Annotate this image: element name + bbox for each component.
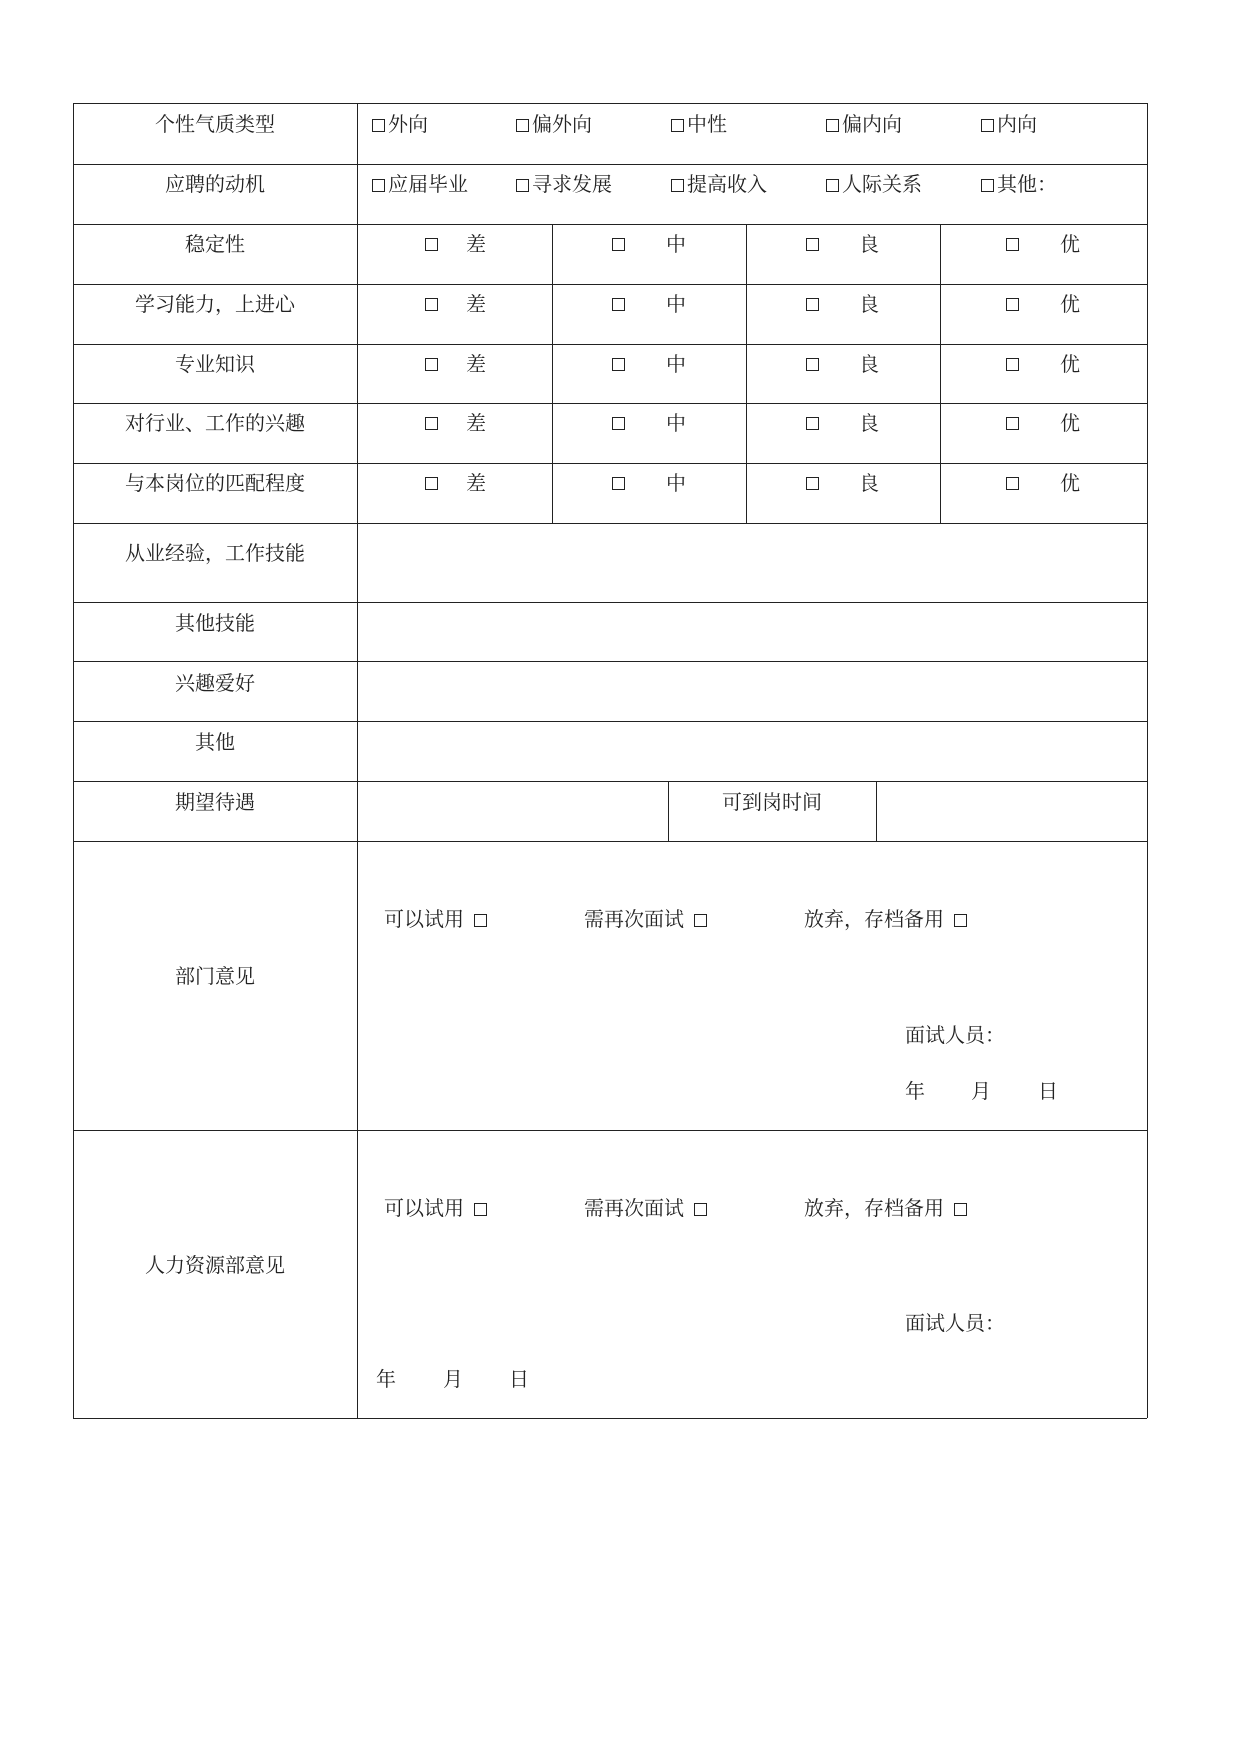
rating-checkbox-icon[interactable] <box>612 417 625 430</box>
row-divider <box>73 403 1147 404</box>
motivation-label: 应聘的动机 <box>165 172 265 196</box>
motivation-option[interactable]: 人际关系 <box>826 172 922 196</box>
checkbox-icon[interactable] <box>671 119 684 132</box>
border-top <box>73 103 1147 104</box>
hr-choice-trial[interactable]: 可以试用 <box>384 1196 487 1220</box>
arrival-time-field[interactable] <box>879 784 1145 838</box>
rating-checkbox-icon[interactable] <box>425 238 438 251</box>
label-column-divider <box>357 103 358 1418</box>
hobbies-field[interactable] <box>360 664 1146 718</box>
rating-level-label: 差 <box>466 352 486 376</box>
temperament-option[interactable]: 外向 <box>372 112 428 136</box>
hr-opinion-label: 人力资源部意见 <box>145 1253 285 1277</box>
experience-label: 从业经验，工作技能 <box>125 541 305 565</box>
checkbox-icon[interactable] <box>826 119 839 132</box>
rating-level-label: 差 <box>466 471 486 495</box>
temperament-option[interactable]: 中性 <box>671 112 727 136</box>
rating-checkbox-icon[interactable] <box>612 477 625 490</box>
rating-checkbox-icon[interactable] <box>612 298 625 311</box>
row-divider <box>73 841 1147 842</box>
row-divider <box>73 1130 1147 1131</box>
hr-choice-archive[interactable]: 放弃，存档备用 <box>804 1196 967 1220</box>
date-day: 日 <box>1038 1079 1058 1103</box>
dept-choice-archive[interactable]: 放弃，存档备用 <box>804 907 967 931</box>
rating-checkbox-icon[interactable] <box>1006 238 1019 251</box>
salary-field[interactable] <box>360 784 665 838</box>
dept-choice-reinterview[interactable]: 需再次面试 <box>584 907 707 931</box>
date-day: 日 <box>509 1367 529 1391</box>
experience-field[interactable] <box>360 526 1146 600</box>
checkbox-icon[interactable] <box>826 179 839 192</box>
checkbox-icon[interactable] <box>372 119 385 132</box>
row-divider <box>73 224 1147 225</box>
hr-choice-reinterview[interactable]: 需再次面试 <box>584 1196 707 1220</box>
temperament-label: 个性气质类型 <box>155 112 275 136</box>
motivation-option[interactable]: 寻求发展 <box>516 172 612 196</box>
row-divider <box>73 721 1147 722</box>
rating-row-label: 学习能力，上进心 <box>135 292 295 316</box>
motivation-option[interactable]: 提高收入 <box>671 172 767 196</box>
rating-checkbox-icon[interactable] <box>806 477 819 490</box>
rating-checkbox-icon[interactable] <box>1006 477 1019 490</box>
rating-level-label: 优 <box>1060 471 1080 495</box>
border-bottom <box>73 1418 1147 1419</box>
hr-interviewer-label: 面试人员： <box>905 1311 1005 1335</box>
checkbox-icon[interactable] <box>981 119 994 132</box>
rating-column-divider <box>552 224 553 523</box>
rating-level-label: 差 <box>466 292 486 316</box>
rating-level-label: 中 <box>666 411 686 435</box>
checkbox-icon[interactable] <box>516 179 529 192</box>
date-month: 月 <box>971 1079 991 1103</box>
rating-level-label: 良 <box>859 471 879 495</box>
row-divider <box>73 284 1147 285</box>
salary-column-divider <box>876 781 877 841</box>
row-divider <box>73 523 1147 524</box>
checkbox-icon[interactable] <box>372 179 385 192</box>
hobbies-label: 兴趣爱好 <box>175 671 255 695</box>
motivation-option[interactable]: 应届毕业 <box>372 172 468 196</box>
rating-level-label: 良 <box>859 292 879 316</box>
checkbox-icon[interactable] <box>981 179 994 192</box>
rating-checkbox-icon[interactable] <box>806 238 819 251</box>
checkbox-icon[interactable] <box>516 119 529 132</box>
checkbox-icon[interactable] <box>671 179 684 192</box>
other-skills-label: 其他技能 <box>175 611 255 635</box>
rating-row-label: 稳定性 <box>185 232 245 256</box>
rating-level-label: 优 <box>1060 292 1080 316</box>
rating-level-label: 优 <box>1060 352 1080 376</box>
checkbox-icon[interactable] <box>694 1203 707 1216</box>
rating-level-label: 优 <box>1060 232 1080 256</box>
rating-checkbox-icon[interactable] <box>1006 298 1019 311</box>
rating-level-label: 差 <box>466 232 486 256</box>
row-divider <box>73 602 1147 603</box>
checkbox-icon[interactable] <box>474 914 487 927</box>
row-divider <box>73 344 1147 345</box>
rating-level-label: 差 <box>466 411 486 435</box>
checkbox-icon[interactable] <box>954 914 967 927</box>
rating-level-label: 中 <box>666 232 686 256</box>
date-month: 月 <box>443 1367 463 1391</box>
checkbox-icon[interactable] <box>474 1203 487 1216</box>
row-divider <box>73 463 1147 464</box>
checkbox-icon[interactable] <box>954 1203 967 1216</box>
rating-level-label: 中 <box>666 292 686 316</box>
row-divider <box>73 164 1147 165</box>
rating-column-divider <box>940 224 941 523</box>
rating-checkbox-icon[interactable] <box>806 298 819 311</box>
motivation-option[interactable]: 其他： <box>981 172 1057 196</box>
rating-row-label: 与本岗位的匹配程度 <box>125 471 305 495</box>
dept-opinion-label: 部门意见 <box>175 964 255 988</box>
rating-level-label: 中 <box>666 352 686 376</box>
rating-checkbox-icon[interactable] <box>425 298 438 311</box>
rating-checkbox-icon[interactable] <box>1006 417 1019 430</box>
rating-level-label: 良 <box>859 232 879 256</box>
other-field[interactable] <box>360 724 1146 778</box>
temperament-option[interactable]: 内向 <box>981 112 1037 136</box>
rating-checkbox-icon[interactable] <box>806 417 819 430</box>
rating-level-label: 优 <box>1060 411 1080 435</box>
border-right <box>1147 103 1148 1418</box>
dept-choice-trial[interactable]: 可以试用 <box>384 907 487 931</box>
date-year: 年 <box>376 1367 396 1391</box>
row-divider <box>73 661 1147 662</box>
rating-row-label: 对行业、工作的兴趣 <box>125 411 305 435</box>
rating-checkbox-icon[interactable] <box>806 358 819 371</box>
salary-label: 期望待遇 <box>175 790 255 814</box>
row-divider <box>73 781 1147 782</box>
date-year: 年 <box>905 1079 925 1103</box>
rating-level-label: 中 <box>666 471 686 495</box>
checkbox-icon[interactable] <box>694 914 707 927</box>
temperament-option[interactable]: 偏内向 <box>826 112 902 136</box>
rating-checkbox-icon[interactable] <box>1006 358 1019 371</box>
rating-checkbox-icon[interactable] <box>425 477 438 490</box>
rating-checkbox-icon[interactable] <box>612 358 625 371</box>
rating-checkbox-icon[interactable] <box>425 417 438 430</box>
arrival-time-label: 可到岗时间 <box>722 790 822 814</box>
other-label: 其他 <box>195 730 235 754</box>
rating-level-label: 良 <box>859 352 879 376</box>
rating-checkbox-icon[interactable] <box>612 238 625 251</box>
rating-level-label: 良 <box>859 411 879 435</box>
dept-interviewer-label: 面试人员： <box>905 1023 1005 1047</box>
rating-checkbox-icon[interactable] <box>425 358 438 371</box>
rating-row-label: 专业知识 <box>175 352 255 376</box>
other-skills-field[interactable] <box>360 605 1146 659</box>
rating-column-divider <box>746 224 747 523</box>
temperament-option[interactable]: 偏外向 <box>516 112 592 136</box>
